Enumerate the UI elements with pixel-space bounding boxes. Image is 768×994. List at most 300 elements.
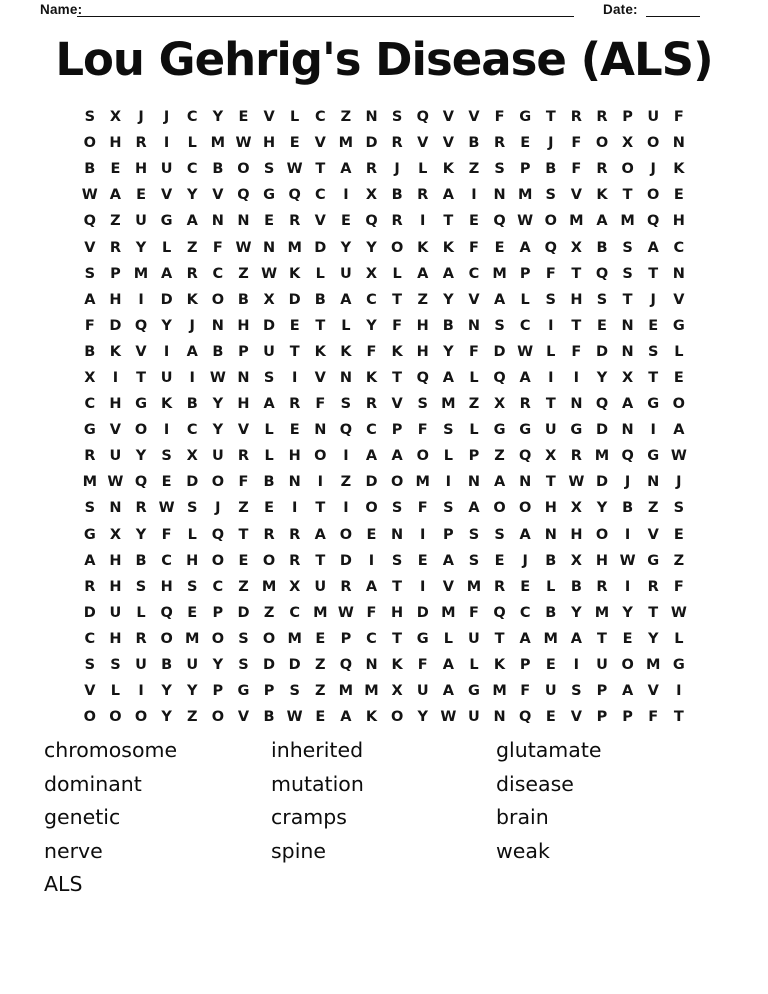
grid-letter: H (109, 135, 122, 152)
grid-letter: D (493, 343, 506, 360)
grid-letter: T (494, 630, 505, 647)
grid-row (77, 678, 692, 704)
word-list-item: weak (496, 838, 550, 863)
grid-letter: H (109, 630, 122, 647)
grid-letter: O (160, 630, 173, 647)
grid-letter: Y (212, 422, 224, 439)
grid-letter: A (621, 396, 634, 413)
grid-letter: L (315, 265, 325, 282)
grid-letter: G (237, 683, 250, 700)
grid-letter: W (337, 604, 354, 621)
grid-letter: D (263, 317, 276, 334)
grid-letter: D (314, 239, 327, 256)
grid-letter: J (650, 161, 656, 178)
grid-letter: V (442, 135, 454, 152)
grid-row (77, 600, 692, 626)
grid-letter: L (469, 657, 479, 674)
grid-letter: S (391, 109, 403, 126)
grid-row (77, 234, 692, 260)
grid-letter: H (416, 343, 429, 360)
grid-letter: H (570, 526, 583, 543)
grid-letter: V (314, 369, 326, 386)
grid-letter: D (160, 291, 173, 308)
grid-letter: F (571, 135, 582, 152)
grid-letter: M (313, 604, 328, 621)
grid-letter: R (493, 578, 506, 595)
grid-row (77, 443, 692, 469)
grid-letter: L (341, 317, 351, 334)
grid-letter: Y (186, 187, 198, 204)
grid-letter: D (339, 552, 352, 569)
grid-letter: R (570, 448, 582, 465)
grid-letter: D (109, 317, 122, 334)
grid-letter: R (493, 135, 506, 152)
grid-letter: S (391, 552, 403, 569)
grid-letter: C (314, 109, 326, 126)
grid-letter: V (109, 422, 122, 439)
grid-letter: S (494, 161, 505, 178)
grid-letter: I (291, 369, 298, 386)
word-list-item: brain (496, 805, 549, 830)
grid-letter: E (340, 213, 351, 230)
word-list-item: nerve (44, 838, 103, 863)
grid-letter: W (670, 448, 687, 465)
grid-letter: S (545, 187, 556, 204)
grid-row (77, 391, 692, 417)
grid-letter: I (548, 317, 554, 334)
grid-letter: E (494, 552, 505, 569)
grid-letter: P (596, 709, 608, 726)
grid-letter: R (596, 161, 608, 178)
grid-letter: T (443, 213, 454, 230)
grid-letter: X (109, 526, 121, 543)
grid-letter: B (135, 552, 147, 569)
grid-row (77, 208, 692, 234)
grid-letter: O (493, 500, 506, 517)
grid-letter: H (109, 291, 122, 308)
grid-letter: L (162, 239, 172, 256)
grid-letter: L (110, 683, 121, 700)
grid-letter: S (263, 369, 275, 386)
grid-letter: S (622, 239, 633, 256)
grid-letter: Y (161, 709, 172, 726)
grid-letter: E (366, 526, 377, 543)
grid-row (77, 417, 692, 443)
grid-letter: I (112, 369, 119, 386)
grid-letter: M (287, 239, 302, 256)
grid-letter: V (647, 683, 659, 700)
grid-letter: T (622, 291, 633, 308)
grid-letter: U (109, 448, 122, 465)
grid-letter: E (673, 187, 684, 204)
grid-letter: E (187, 604, 198, 621)
grid-letter: U (468, 630, 480, 647)
grid-letter: E (238, 109, 249, 126)
grid-letter: B (237, 291, 249, 308)
grid-letter: L (469, 422, 479, 439)
grid-letter: M (210, 135, 226, 152)
grid-letter: N (519, 474, 532, 491)
grid-letter: G (519, 109, 532, 126)
grid-letter: V (391, 396, 403, 413)
grid-letter: Z (238, 500, 249, 517)
grid-letter: H (134, 161, 148, 178)
grid-letter: Q (288, 187, 301, 204)
grid-letter: O (595, 135, 609, 152)
grid-letter: F (494, 109, 505, 126)
grid-letter: G (467, 683, 480, 700)
word-list-item: glutamate (496, 738, 602, 762)
grid-letter: E (238, 552, 249, 569)
grid-letter: H (263, 135, 276, 152)
grid-letter: I (368, 552, 375, 569)
grid-letter: S (340, 396, 352, 413)
grid-letter: M (466, 578, 482, 595)
grid-letter: H (109, 396, 122, 413)
grid-letter: A (493, 291, 506, 308)
grid-letter: S (187, 578, 198, 595)
grid-letter: K (289, 265, 301, 282)
grid-letter: S (443, 500, 454, 517)
grid-letter: M (620, 213, 635, 230)
grid-letter: Y (161, 317, 172, 334)
grid-letter: Y (443, 343, 454, 360)
grid-letter: E (545, 709, 556, 726)
grid-letter: Q (416, 369, 429, 386)
grid-letter: T (315, 552, 326, 569)
grid-letter: U (109, 604, 122, 621)
grid-letter: T (571, 265, 582, 282)
grid-letter: L (443, 630, 453, 647)
grid-letter: C (186, 161, 198, 178)
grid-letter: I (317, 474, 323, 491)
grid-letter: U (160, 161, 173, 178)
grid-letter: S (84, 657, 96, 674)
grid-letter: M (415, 474, 430, 491)
grid-letter: I (163, 135, 170, 152)
grid-letter: Y (647, 630, 659, 647)
grid-row (77, 287, 692, 313)
grid-letter: K (596, 187, 608, 204)
grid-letter: L (520, 291, 530, 308)
grid-letter: G (647, 448, 660, 465)
date-label: Date: (603, 2, 638, 17)
grid-letter: Q (621, 448, 634, 465)
grid-letter: V (570, 187, 582, 204)
grid-letter: T (571, 317, 582, 334)
grid-letter: H (416, 317, 429, 334)
grid-letter: V (263, 109, 275, 126)
date-fill-line (646, 1, 700, 17)
grid-letter: T (622, 187, 633, 204)
grid-letter: E (520, 135, 531, 152)
grid-letter: X (186, 448, 198, 465)
grid-letter: T (315, 500, 326, 517)
grid-letter: T (289, 343, 300, 360)
grid-letter: H (186, 552, 199, 569)
grid-letter: V (417, 135, 429, 152)
grid-letter: M (492, 683, 507, 700)
grid-letter: E (545, 657, 556, 674)
grid-letter: C (366, 422, 377, 439)
grid-letter: M (185, 630, 200, 647)
grid-letter: H (288, 448, 301, 465)
grid-letter: X (289, 578, 301, 595)
grid-letter: T (392, 291, 403, 308)
grid-letter: Q (237, 187, 250, 204)
grid-letter: Q (647, 213, 660, 230)
word-list-item: inherited (271, 738, 364, 762)
grid-letter: R (365, 396, 378, 413)
word-list-item: genetic (44, 805, 121, 830)
grid-letter: I (471, 187, 477, 204)
grid-letter: Q (595, 396, 609, 413)
grid-letter: F (468, 343, 479, 360)
grid-letter: I (343, 187, 349, 204)
grid-letter: G (416, 630, 429, 647)
grid-letter: A (263, 396, 275, 413)
grid-letter: M (645, 657, 661, 674)
word-list-item: chromosome (44, 738, 178, 762)
grid-letter: L (546, 343, 556, 360)
grid-letter: L (418, 161, 428, 178)
grid-letter: N (672, 135, 685, 152)
grid-letter: F (84, 317, 95, 334)
grid-letter: Y (340, 239, 352, 256)
grid-letter: Y (622, 604, 633, 621)
grid-letter: U (160, 369, 173, 386)
grid-letter: I (291, 500, 298, 517)
grid-letter: E (597, 317, 607, 334)
grid-letter: V (314, 213, 326, 230)
grid-letter: G (672, 657, 685, 674)
grid-letter: O (262, 630, 276, 647)
grid-letter: Y (135, 239, 147, 256)
grid-letter: G (672, 317, 685, 334)
grid-letter: X (493, 396, 506, 413)
grid-letter: A (673, 422, 685, 439)
grid-letter: O (416, 448, 429, 465)
grid-letter: B (314, 291, 326, 308)
grid-letter: G (647, 396, 660, 413)
grid-letter: N (109, 500, 122, 517)
grid-letter: M (338, 683, 354, 700)
grid-letter: W (286, 161, 303, 178)
grid-letter: B (212, 343, 224, 360)
grid-letter: S (673, 500, 685, 517)
grid-letter: W (568, 474, 585, 491)
grid-letter: Q (365, 213, 378, 230)
grid-letter: W (81, 187, 98, 204)
grid-letter: L (264, 448, 274, 465)
grid-letter: M (338, 135, 354, 152)
grid-letter: T (392, 578, 403, 595)
grid-letter: O (314, 448, 327, 465)
grid-letter: M (441, 604, 456, 621)
grid-letter: L (136, 604, 146, 621)
grid-letter: B (596, 239, 608, 256)
grid-letter: Z (417, 291, 428, 308)
grid-letter: S (494, 526, 505, 543)
grid-letter: I (445, 474, 452, 491)
grid-letter: A (84, 291, 96, 308)
grid-letter: E (289, 135, 300, 152)
grid-letter: E (315, 709, 326, 726)
grid-letter: A (570, 630, 582, 647)
grid-letter: E (161, 474, 172, 491)
grid-letter: R (289, 526, 301, 543)
grid-letter: C (84, 630, 96, 647)
grid-letter: J (163, 109, 170, 126)
grid-letter: X (570, 552, 582, 569)
grid-letter: B (442, 317, 454, 334)
grid-letter: U (186, 657, 199, 674)
grid-letter: T (648, 265, 659, 282)
grid-letter: S (84, 500, 96, 517)
grid-letter: D (186, 474, 199, 491)
grid-letter: E (264, 500, 275, 517)
grid-letter: G (263, 187, 276, 204)
grid-letter: Z (186, 239, 198, 256)
grid-letter: H (109, 578, 122, 595)
grid-letter: Q (493, 213, 506, 230)
grid-letter: W (261, 265, 278, 282)
grid-letter: B (263, 709, 275, 726)
grid-letter: K (391, 343, 403, 360)
grid-letter: G (493, 422, 506, 439)
grid-letter: G (160, 213, 173, 230)
grid-row (77, 156, 692, 182)
grid-letter: A (442, 369, 454, 386)
grid-letter: D (83, 604, 96, 621)
grid-letter: O (134, 709, 148, 726)
grid-letter: V (135, 343, 147, 360)
grid-letter: B (545, 161, 557, 178)
grid-letter: Y (366, 317, 377, 334)
grid-letter: W (107, 474, 124, 491)
grid-letter: N (288, 474, 301, 491)
grid-letter: R (417, 187, 429, 204)
grid-letter: T (545, 109, 556, 126)
grid-letter: H (595, 552, 609, 569)
grid-letter: C (519, 604, 531, 621)
grid-letter: D (288, 657, 301, 674)
grid-letter: K (314, 343, 326, 360)
grid-letter: Y (443, 291, 454, 308)
grid-letter: A (519, 369, 531, 386)
grid-letter: T (392, 369, 403, 386)
grid-letter: X (622, 369, 634, 386)
grid-letter: I (624, 526, 631, 543)
grid-letter: J (624, 474, 631, 491)
grid-row (77, 261, 692, 287)
grid-letter: R (519, 396, 531, 413)
grid-letter: I (189, 369, 195, 386)
grid-letter: Y (135, 448, 147, 465)
grid-letter: R (289, 552, 301, 569)
grid-letter: U (468, 709, 480, 726)
grid-letter: W (209, 369, 226, 386)
grid-letter: P (391, 422, 403, 439)
grid-letter: O (83, 135, 96, 152)
grid-letter: W (158, 500, 175, 517)
grid-letter: B (186, 396, 198, 413)
grid-letter: R (596, 578, 608, 595)
grid-letter: V (468, 109, 480, 126)
grid-letter: B (161, 657, 173, 674)
grid-letter: Z (186, 709, 198, 726)
grid-letter: P (596, 683, 608, 700)
grid-letter: Z (647, 500, 659, 517)
grid-letter: K (109, 343, 122, 360)
grid-letter: V (161, 187, 173, 204)
grid-letter: D (365, 474, 378, 491)
grid-letter: S (596, 291, 608, 308)
grid-letter: A (109, 187, 122, 204)
grid-letter: S (263, 161, 275, 178)
grid-letter: L (469, 369, 479, 386)
word-list-item: cramps (271, 805, 347, 830)
grid-letter: A (417, 265, 429, 282)
grid-letter: A (314, 526, 326, 543)
grid-letter: O (544, 213, 557, 230)
grid-letter: A (365, 448, 378, 465)
grid-letter: N (621, 343, 634, 360)
grid-letter: O (211, 552, 225, 569)
grid-letter: Y (212, 396, 224, 413)
grid-letter: Z (468, 161, 480, 178)
grid-letter: K (442, 161, 454, 178)
grid-letter: F (161, 526, 172, 543)
grid-letter: F (417, 422, 428, 439)
grid-letter: P (263, 683, 275, 700)
grid-letter: Y (186, 683, 198, 700)
grid-letter: S (238, 657, 249, 674)
grid-letter: Q (493, 604, 506, 621)
grid-letter: V (673, 291, 685, 308)
grid-letter: N (493, 709, 506, 726)
grid-letter: C (468, 265, 480, 282)
grid-letter: A (519, 239, 531, 256)
grid-letter: A (442, 552, 454, 569)
grid-letter: C (212, 578, 224, 595)
grid-letter: D (595, 422, 609, 439)
grid-letter: E (289, 317, 300, 334)
grid-letter: S (161, 448, 172, 465)
grid-letter: A (442, 657, 454, 674)
grid-letter: F (315, 396, 326, 413)
grid-letter: H (391, 604, 404, 621)
grid-letter: X (109, 109, 121, 126)
grid-letter: N (211, 317, 224, 334)
grid-letter: F (417, 657, 428, 674)
grid-letter: T (392, 630, 403, 647)
grid-letter: N (672, 265, 685, 282)
grid-letter: O (621, 161, 634, 178)
grid-letter: O (211, 474, 225, 491)
grid-letter: A (442, 187, 454, 204)
grid-letter: N (339, 369, 352, 386)
grid-letter: N (263, 239, 276, 256)
grid-letter: B (84, 343, 96, 360)
grid-letter: B (622, 500, 634, 517)
grid-letter: D (365, 135, 378, 152)
grid-letter: A (186, 213, 198, 230)
word-list-column-1 (44, 734, 177, 902)
grid-letter: L (674, 343, 684, 360)
grid-row (77, 522, 692, 548)
grid-letter: G (135, 396, 147, 413)
